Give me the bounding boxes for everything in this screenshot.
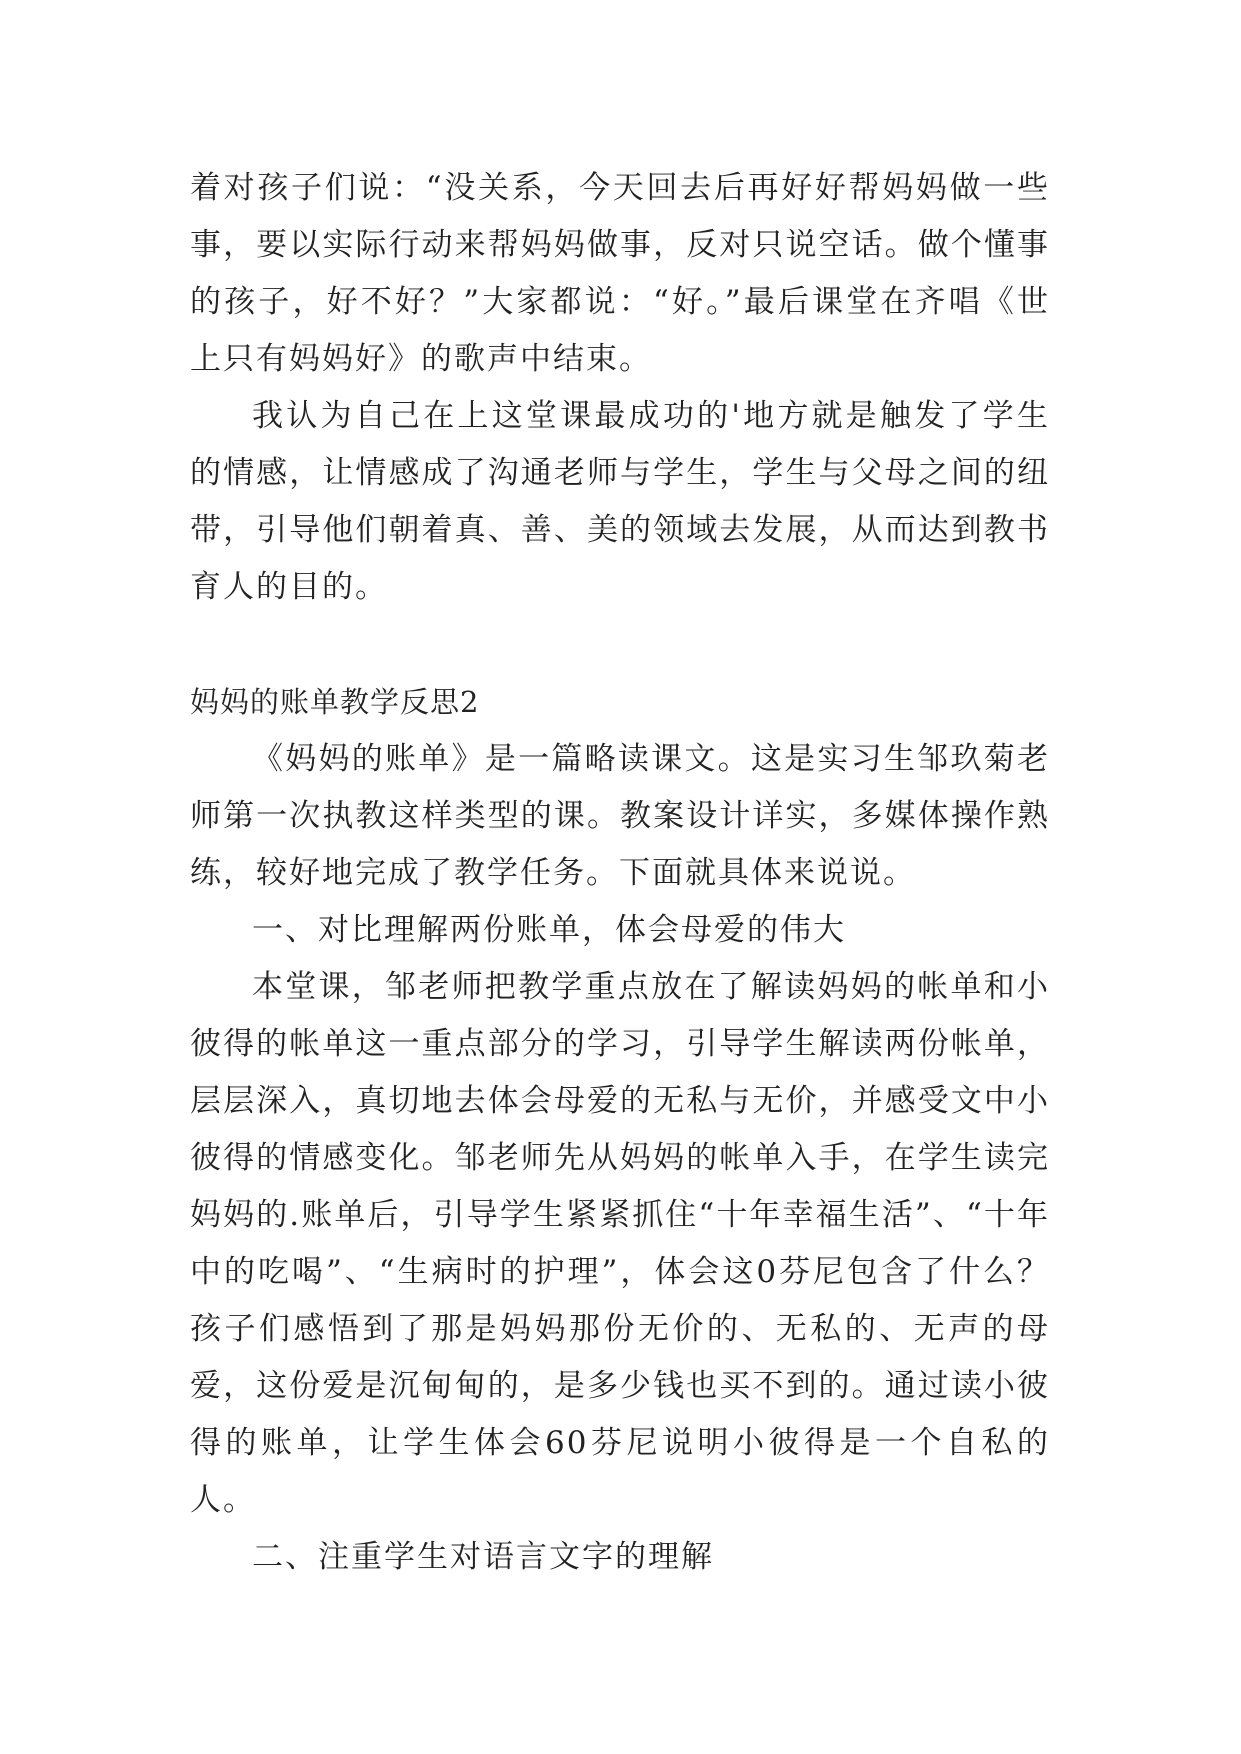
- paragraph-body: 本堂课，邹老师把教学重点放在了解读妈妈的帐单和小彼得的帐单这一重点部分的学习，引导学生解读两份帐单，层层深入，真切地去体会母爱的无私与无价，并感受文中小彼得的情感变化。邹老师先从妈妈的帐单入手，在学生读完妈妈的.账单后，引导学生紧紧抓住“十年幸福生活”、“十年中的吃喝”、“生病时的护理”，体会这0芬尼包含了什么？孩子们感悟到了那是妈妈那份无价的、无私的、无声的母爱，这份爱是沉甸甸的，是多少钱也买不到的。通过读小彼得的账单，让学生体会60芬尼说明小彼得是一个自私的人。: [190, 969, 1050, 1518]
- paragraph-continued: 着对孩子们说：“没关系，今天回去后再好好帮妈妈做一些事，要以实际行动来帮妈妈做事，反对只说空话。做个懂事的孩子，好不好？”大家都说：“好。”最后课堂在齐唱《世上只有妈妈好》的歌声中结束。: [190, 170, 1050, 377]
- subsection-title-1: 一、对比理解两份账单，体会母爱的伟大: [252, 912, 846, 948]
- document-body: [190, 160, 1050, 1586]
- paragraph-intro: 《妈妈的账单》是一篇略读课文。这是实习生邹玖菊老师第一次执教这样类型的课。教案设计详实，多媒体操作熟练，较好地完成了教学任务。下面就具体来说说。: [190, 741, 1050, 891]
- subsection-title-2: 二、注重学生对语言文字的理解: [252, 1539, 714, 1575]
- paragraph-reflection: 我认为自己在上这堂课最成功的'地方就是触发了学生的情感，让情感成了沟通老师与学生，学生与父母之间的纽带，引导他们朝着真、善、美的领域去发展，从而达到教书育人的目的。: [190, 398, 1050, 605]
- section-heading: 妈妈的账单教学反思2: [190, 685, 480, 719]
